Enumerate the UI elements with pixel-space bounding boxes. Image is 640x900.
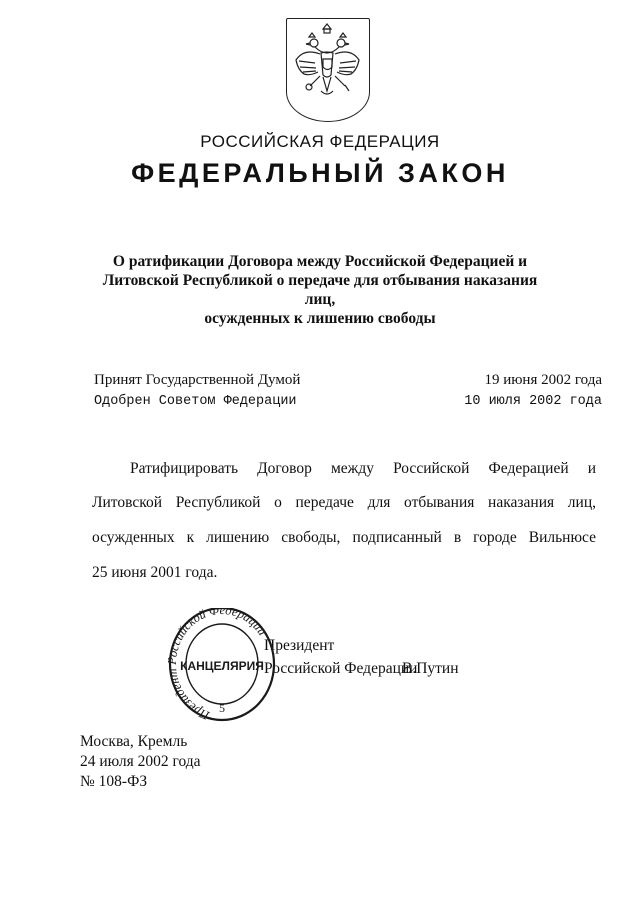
adoption-council-row	[94, 394, 602, 409]
duma-adoption-date: 19 июня 2002 года	[484, 372, 602, 388]
body-text-line: Литовской Республикой о передаче для отбывания наказания лиц,	[92, 494, 596, 511]
signing-date: 24 июля 2002 года	[80, 753, 201, 770]
country-heading: РОССИЙСКАЯ ФЕДЕРАЦИЯ	[200, 132, 440, 151]
signing-place: Москва, Кремль	[80, 733, 188, 750]
stamp-number: 5	[219, 701, 225, 715]
signatory-organization: Российской Федерации	[264, 660, 418, 677]
law-title-line: Литовской Республикой о передаче для отбывания наказания лиц,	[102, 272, 538, 308]
duma-adoption-label: Принят Государственной Думой	[94, 372, 301, 388]
adoption-duma-row	[94, 372, 602, 389]
council-approval-date: 10 июля 2002 года	[464, 394, 602, 409]
law-title-line: осужденных к лишению свободы	[204, 310, 436, 327]
signatory-name: В.Путин	[402, 660, 459, 677]
stamp-seal-icon	[168, 608, 276, 728]
council-approval-label: Одобрен Советом Федерации	[94, 394, 297, 409]
office-stamp	[168, 608, 276, 728]
law-title-line: О ратификации Договора между Российской Федерацией и	[112, 253, 528, 270]
signatory-title: Президент	[264, 637, 335, 654]
stamp-center-text: КАНЦЕЛЯРИЯ	[180, 659, 264, 673]
body-text-line: 25 июня 2001 года.	[92, 564, 218, 581]
body-text-line: Ратифицировать Договор между Российской Федерацией и	[130, 460, 596, 477]
double-headed-eagle-icon	[287, 19, 368, 120]
document-type-heading: ФЕДЕРАЛЬНЫЙ ЗАКОН	[131, 158, 509, 188]
stamp-ring-text: Президен ссийской Федерации	[168, 608, 270, 723]
law-title	[100, 252, 540, 328]
body-text-line: осужденных к лишению свободы, подписанный в городе Вильнюсе	[92, 529, 596, 546]
law-number: № 108-ФЗ	[80, 773, 148, 790]
coat-of-arms-emblem	[286, 18, 370, 122]
